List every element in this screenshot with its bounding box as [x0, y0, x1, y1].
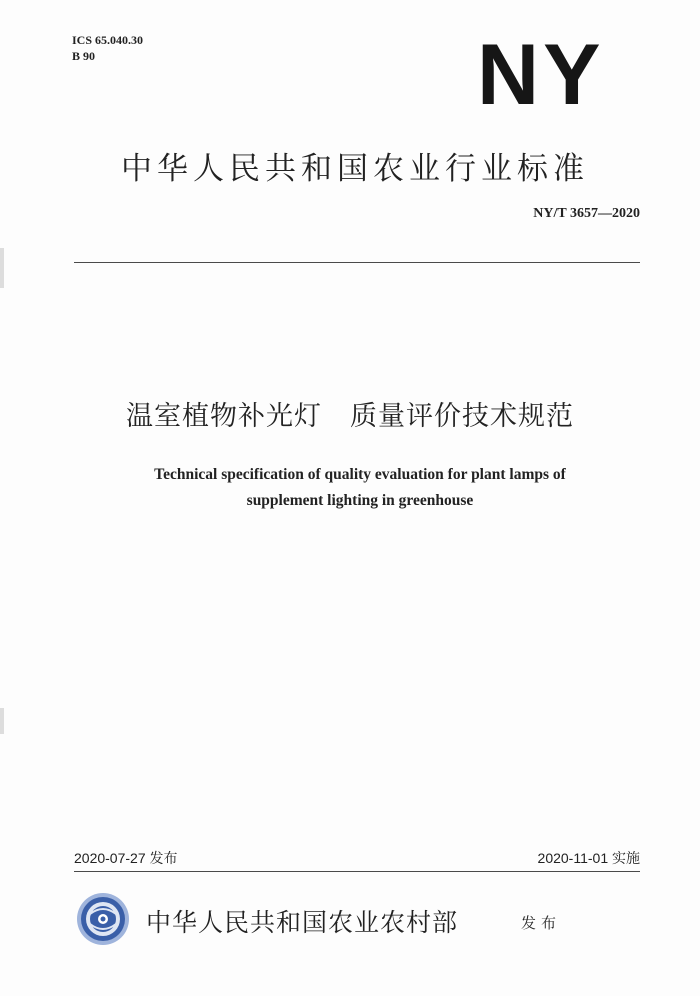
publisher-name: 中华人民共和国农业农村部 — [146, 908, 459, 937]
top-divider — [74, 262, 640, 263]
scan-edge-mark — [0, 708, 4, 734]
bottom-divider — [74, 871, 640, 872]
title-english-line-1: Technical specification of quality evaluation for plant lamps of — [154, 466, 566, 483]
issue-date: 2020-07-27 发布 — [74, 850, 178, 866]
publisher-suffix: 发布 — [521, 914, 562, 932]
title-english-line-2: supplement lighting in greenhouse — [246, 492, 474, 509]
title-english — [80, 462, 640, 514]
ics-code: ICS 65.040.30 — [72, 33, 144, 47]
ny-logo: NY — [477, 27, 605, 123]
org-title: 中华人民共和国农业行业标准 — [121, 151, 589, 187]
scan-edge-mark — [0, 248, 4, 288]
standard-number: NY/T 3657—2020 — [533, 206, 640, 221]
title-chinese: 温室植物补光灯 质量评价技术规范 — [126, 401, 574, 432]
ccs-code: B 90 — [72, 49, 96, 63]
ministry-emblem-icon — [76, 892, 130, 946]
classification-codes — [72, 32, 143, 64]
implementation-date: 2020-11-01 实施 — [537, 850, 640, 866]
